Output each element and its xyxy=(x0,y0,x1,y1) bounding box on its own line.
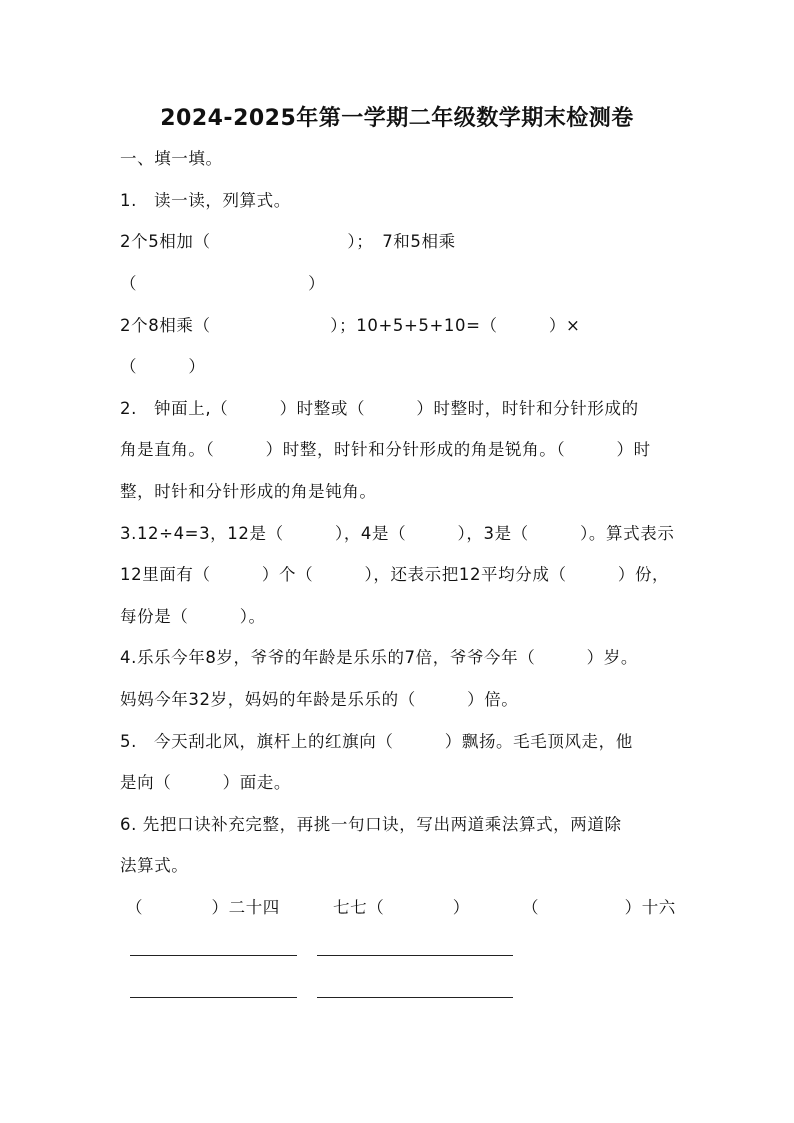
q3-line-b: 12里面有（ ）个（ ），还表示把12平均分成（ ）份， xyxy=(120,565,670,584)
answer-line xyxy=(130,997,297,998)
q1-line-a: 2个5相加（ ）； 7和5相乘 xyxy=(120,232,456,251)
q4-line-b: 妈妈今年32岁，妈妈的年龄是乐乐的（ ）倍。 xyxy=(120,690,519,709)
q3-line-a: 3.12÷4=3，12是（ ），4是（ ），3是（ ）。算式表示 xyxy=(120,524,675,543)
answer-line xyxy=(317,955,513,956)
q6-line-b: 法算式。 xyxy=(120,856,189,875)
q1-line-d: （ ） xyxy=(120,357,206,376)
section-heading: 一、填一填。 xyxy=(120,149,223,168)
q6-line-a: 6. 先把口诀补充完整，再挑一句口诀，写出两道乘法算式，两道除 xyxy=(120,815,622,834)
q3-line-c: 每份是（ ）。 xyxy=(120,607,266,626)
q1-line-c: 2个8相乘（ ）；10+5+5+10=（ ）× xyxy=(120,316,581,335)
q6-blank-1: （ ）二十四 xyxy=(126,898,280,917)
answer-line xyxy=(317,997,513,998)
q5-line-a: 5. 今天刮北风，旗杆上的红旗向（ ）飘扬。毛毛顶风走，他 xyxy=(120,732,633,751)
q1-line-b: （ ） xyxy=(120,274,326,293)
q6-blank-2: 七七（ ） xyxy=(333,898,470,917)
q2-line-a: 2. 钟面上,（ ）时整或（ ）时整时，时针和分针形成的 xyxy=(120,399,639,418)
q4-line-a: 4.乐乐今年8岁，爷爷的年龄是乐乐的7倍，爷爷今年（ ）岁。 xyxy=(120,648,638,667)
q2-line-c: 整，时针和分针形成的角是钝角。 xyxy=(120,482,377,501)
q5-line-b: 是向（ ）面走。 xyxy=(120,773,291,792)
q1-heading: 1. 读一读，列算式。 xyxy=(120,191,291,210)
q6-blank-3: （ ）十六 xyxy=(522,898,676,917)
page-title: 2024-2025年第一学期二年级数学期末检测卷 xyxy=(160,106,634,131)
q2-line-b: 角是直角。（ ）时整，时针和分针形成的角是锐角。（ ）时 xyxy=(120,440,651,459)
answer-line xyxy=(130,955,297,956)
